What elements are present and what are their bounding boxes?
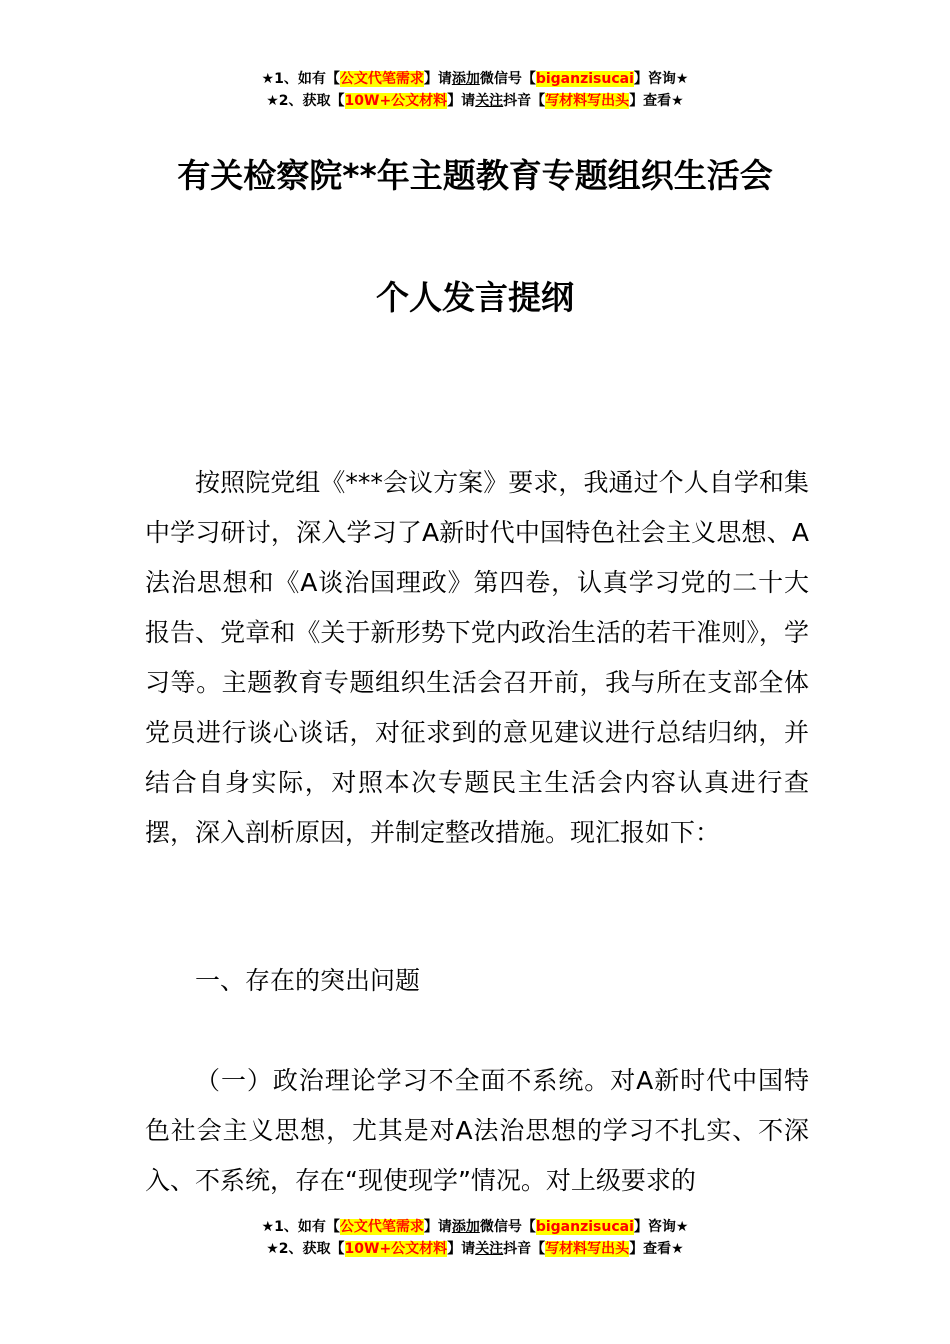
- banner-highlight: 10W+公文材料: [344, 1241, 448, 1257]
- banner-highlight: 公文代笔需求: [339, 1219, 424, 1235]
- banner-underline: 关注: [475, 93, 504, 109]
- banner-text: 】请: [423, 71, 452, 87]
- banner-text: ★2、获取【: [266, 93, 345, 109]
- document-title-line-2: 个人发言提纲: [376, 278, 574, 317]
- banner-highlight: biganzisucai: [535, 71, 634, 87]
- body-paragraph-intro: 按照院党组《***会议方案》要求，我通过个人自学和集中学习研讨，深入学习了A新时代中国特色社会主义思想、A法治思想和《A谈治国理政》第四卷，认真学习党的二十大报告、党章和《关于新形势下党内政治生活的若干准则》，学习等。主题教育专题组织生活会召开前，我与所在支部全体党员进行谈心谈话，对征求到的意见建议进行总结归纳，并结合自身实际，对照本次专题民主生活会内容认真进行查摆，深入剖析原因，并制定整改措施。现汇报如下：: [145, 468, 809, 847]
- banner-text: 】查看★: [629, 93, 684, 109]
- banner-line-2: [0, 1238, 950, 1260]
- banner-underline: 添加: [451, 1219, 480, 1235]
- header-banner: [0, 68, 950, 112]
- banner-line-2: [0, 90, 950, 112]
- banner-highlight: 公文代笔需求: [339, 71, 424, 87]
- body-paragraph-1: （一）政治理论学习不全面不系统。对A新时代中国特色社会主义思想，尤其是对A法治思想的学习不扎实、不深入、不系统，存在“现使现学”情况。对上级要求的: [145, 1066, 809, 1195]
- section-heading-1: 一、存在的突出问题: [195, 966, 421, 995]
- banner-text: 抖音【: [503, 93, 546, 109]
- banner-underline: 关注: [475, 1241, 504, 1257]
- banner-text: 】查看★: [629, 1241, 684, 1257]
- banner-text: ★2、获取【: [266, 1241, 345, 1257]
- footer-banner: [0, 1216, 950, 1260]
- banner-highlight: biganzisucai: [535, 1219, 634, 1235]
- banner-text: 】咨询★: [633, 1219, 689, 1235]
- banner-text: 】请: [447, 1241, 476, 1257]
- banner-highlight: 10W+公文材料: [344, 93, 448, 109]
- document-title-line-1: 有关检察院**年主题教育专题组织生活会: [177, 156, 773, 195]
- banner-line-1: [0, 1216, 950, 1238]
- banner-text: 微信号【: [479, 71, 536, 87]
- banner-text: ★1、如有【: [261, 71, 340, 87]
- banner-text: ★1、如有【: [261, 1219, 340, 1235]
- banner-text: 】请: [423, 1219, 452, 1235]
- banner-text: 抖音【: [503, 1241, 546, 1257]
- banner-highlight: 写材料写出头: [545, 1241, 630, 1257]
- banner-line-1: [0, 68, 950, 90]
- banner-underline: 添加: [451, 71, 480, 87]
- banner-highlight: 写材料写出头: [545, 93, 630, 109]
- banner-text: 】咨询★: [633, 71, 689, 87]
- banner-text: 】请: [447, 93, 476, 109]
- banner-text: 微信号【: [479, 1219, 536, 1235]
